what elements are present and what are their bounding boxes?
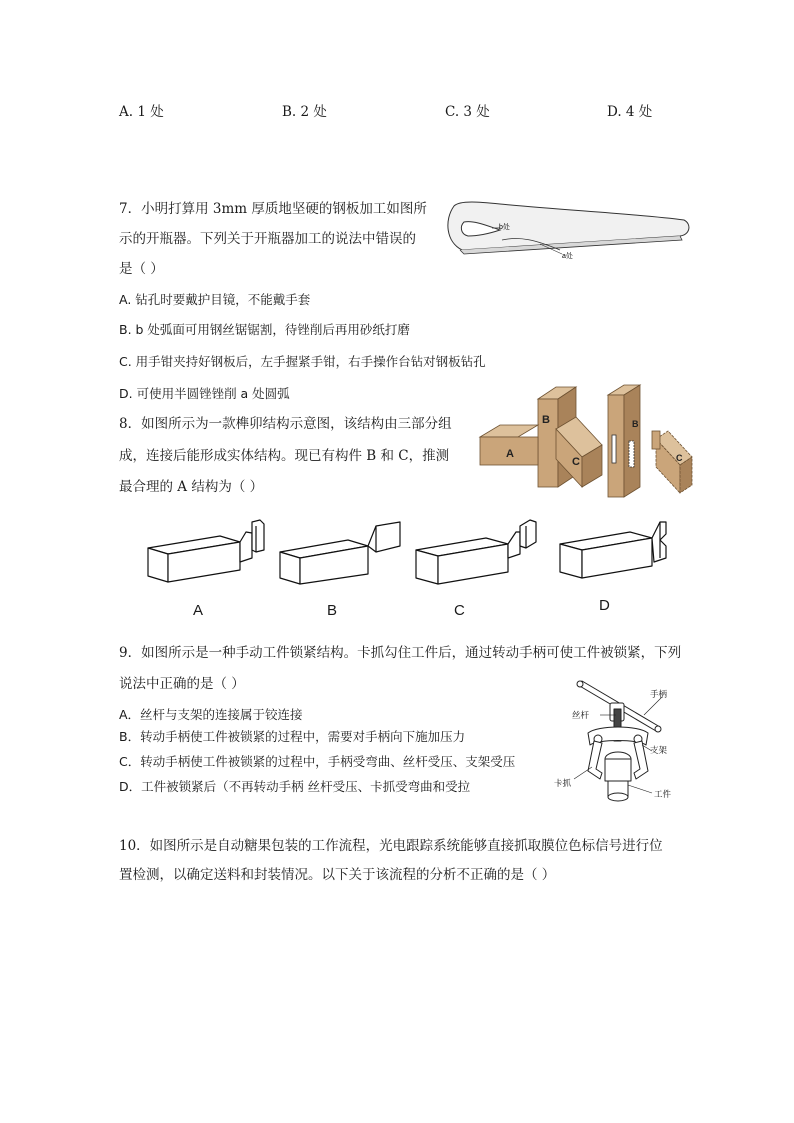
q7-stem-line-2: 示的开瓶器。下列关于开瓶器加工的说法中错误的 — [119, 231, 416, 247]
label-a: a处 — [562, 253, 573, 260]
choice-c-drawing — [416, 520, 536, 584]
q7-stem-line-1: 7．小明打算用 3mm 厚质地坚硬的钢板加工如图所 — [119, 201, 427, 217]
q8-choice-label-b[interactable]: B — [327, 602, 338, 619]
label-bracket: 支架 — [650, 745, 668, 755]
q6-option-a[interactable]: A. 1 处 — [119, 104, 164, 120]
clamp-structure-figure — [548, 675, 680, 803]
exploded-label-c: C — [676, 453, 683, 463]
label-workpiece: 工件 — [654, 789, 672, 799]
bottle-opener-figure — [440, 190, 696, 262]
label-claw: 卡抓 — [554, 778, 572, 788]
q8-stem-line-2: 成，连接后能形成实体结构。现已有构件 B 和 C，推测 — [119, 448, 450, 464]
q9-option-a[interactable]: A．丝杆与支架的连接属于铰连接 — [119, 707, 303, 722]
q9-stem-line-1: 9．如图所示是一种手动工件锁紧结构。卡抓勾住工件后，通过转动手柄可使工件被锁紧，下列 — [119, 645, 682, 661]
choice-d-drawing — [560, 522, 666, 578]
q8-stem-line-1: 8．如图所示为一款榫卯结构示意图，该结构由三部分组 — [119, 416, 452, 432]
choice-a-drawing — [148, 520, 264, 582]
q9-option-b[interactable]: B．转动手柄使工件被锁紧的过程中，需要对手柄向下施加压力 — [119, 729, 466, 744]
assembled-label-a: A — [506, 448, 514, 460]
q8-choice-label-d[interactable]: D — [599, 597, 610, 614]
label-b: b处 — [499, 224, 510, 231]
assembled-label-c: C — [572, 456, 580, 468]
q7-option-d[interactable]: D. 可使用半圆锉锉削 a 处圆弧 — [119, 386, 290, 401]
q6-option-c[interactable]: C. 3 处 — [445, 104, 490, 120]
q8-choice-label-a[interactable]: A — [193, 602, 204, 619]
choice-b-drawing — [280, 522, 400, 584]
q9-option-d[interactable]: D．工件被锁紧后（不再转动手柄 丝杆受压、卡抓受弯曲和受拉 — [119, 779, 471, 794]
q9-stem-line-2: 说法中正确的是（ ） — [119, 676, 245, 692]
q10-stem-line-2: 置检测，以确定送料和封装情况。以下关于该流程的分析不正确的是（ ） — [119, 867, 556, 883]
exploded-label-b: B — [632, 419, 639, 429]
q9-option-c[interactable]: C．转动手柄使工件被锁紧的过程中，手柄受弯曲、丝杆受压、支架受压 — [119, 754, 516, 769]
q7-option-c[interactable]: C. 用手钳夹持好钢板后，左手握紧手钳，右手操作台钻对钢板钻孔 — [119, 354, 486, 369]
assembled-label-b: B — [542, 414, 550, 426]
q10-stem-line-1: 10．如图所示是自动糖果包装的工作流程，光电跟踪系统能够直接抓取膜位色标信号进行位 — [119, 838, 663, 854]
q6-option-b[interactable]: B. 2 处 — [282, 104, 327, 120]
q6-option-d[interactable]: D. 4 处 — [607, 104, 653, 120]
q7-option-a[interactable]: A. 钻孔时要戴护目镜，不能戴手套 — [119, 292, 311, 307]
q7-option-b[interactable]: B. b 处弧面可用钢丝锯锯割，待锉削后再用砂纸打磨 — [119, 322, 410, 337]
q8-stem-line-3: 最合理的 A 结构为（ ） — [119, 479, 264, 495]
label-handle: 手柄 — [650, 689, 668, 699]
label-screw: 丝杆 — [572, 710, 590, 720]
q8-choice-label-c[interactable]: C — [454, 602, 465, 619]
q8-choice-figures — [140, 512, 680, 592]
mortise-tenon-figure — [476, 383, 706, 507]
q7-stem-line-3: 是（ ） — [119, 261, 164, 277]
